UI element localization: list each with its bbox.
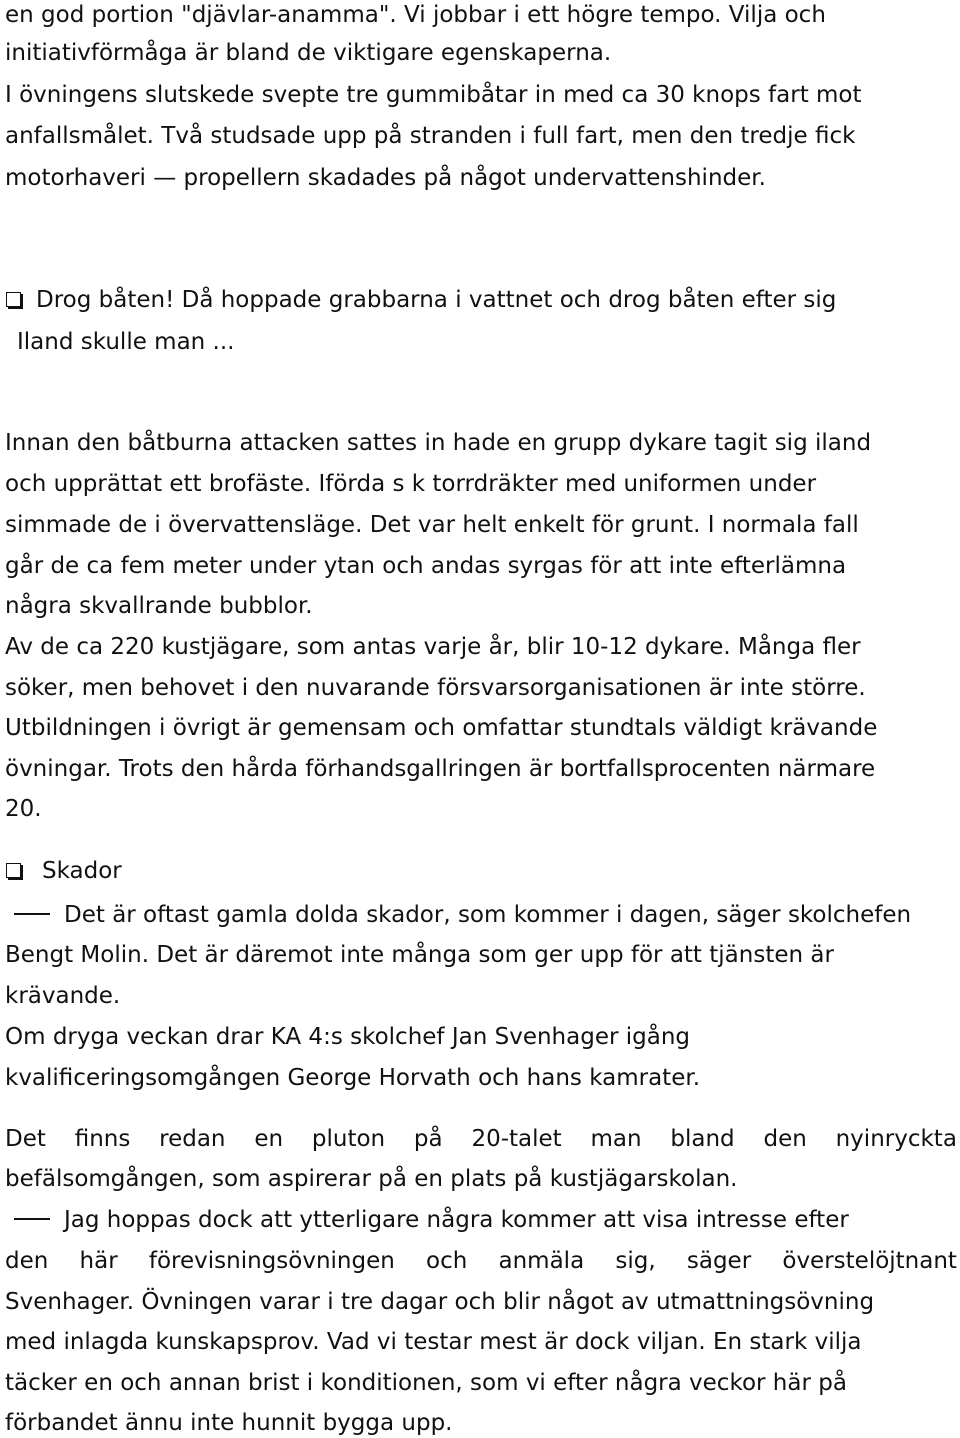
text-line: går de ca fem meter under ytan och andas syrgas för att inte efterlämna <box>5 553 847 579</box>
text-line: söker, men behovet i den nuvarande försvarsorganisationen är inte större. <box>5 675 866 701</box>
quote-text: Jag hoppas dock att ytterligare några kommer att visa intresse efter <box>64 1207 849 1233</box>
word: den <box>763 1126 807 1152</box>
word: redan <box>159 1126 226 1152</box>
word: säger <box>686 1248 752 1274</box>
text-line: Om dryga veckan drar KA 4:s skolchef Jan Svenhager igång <box>5 1024 690 1050</box>
quote-line <box>14 900 911 930</box>
word: överstelöjtnant <box>782 1248 957 1274</box>
word: pluton <box>311 1126 386 1152</box>
text-line: simmade de i övervattensläge. Det var helt enkelt för grunt. I normala fall <box>5 512 859 538</box>
word: förevisningsövningen <box>148 1248 395 1274</box>
text-line: Utbildningen i övrigt är gemensam och omfattar stundtals väldigt krävande <box>5 715 878 741</box>
text-line: initiativförmåga är bland de viktigare egenskaperna. <box>5 40 612 66</box>
bullet-heading: Drog båten! Då hoppade grabbarna i vattnet och drog båten efter sig <box>36 287 837 313</box>
word: och <box>426 1248 468 1274</box>
text-line: Innan den båtburna attacken sattes in hade en grupp dykare tagit sig iland <box>5 430 872 456</box>
text-line: motorhaveri — propellern skadades på något undervattenshinder. <box>5 165 766 191</box>
dash-icon <box>14 1218 50 1220</box>
word: finns <box>74 1126 131 1152</box>
word: här <box>79 1248 118 1274</box>
text-line: med inlagda kunskapsprov. Vad vi testar mest är dock viljan. En stark vilja <box>5 1329 862 1355</box>
text-line: och upprättat ett brofäste. Iförda s k torrdräkter med uniformen under <box>5 471 817 497</box>
justified-line <box>5 1246 957 1276</box>
text-line: förbandet ännu inte hunnit bygga upp. <box>5 1410 453 1436</box>
word: på <box>413 1126 443 1152</box>
text-line: Bengt Molin. Det är däremot inte många som ger upp för att tjänsten är <box>5 942 834 968</box>
text-line: övningar. Trots den hårda förhandsgallringen är bortfallsprocenten närmare <box>5 756 876 782</box>
word: sig, <box>615 1248 656 1274</box>
text-line: Svenhager. Övningen varar i tre dagar och blir något av utmattningsövning <box>5 1289 875 1315</box>
text-line: en god portion "djävlar-anamma". Vi jobbar i ett högre tempo. Vilja och <box>5 2 826 28</box>
checkbox-bullet-icon <box>6 292 21 307</box>
word: den <box>5 1248 49 1274</box>
word: 20-talet <box>471 1126 562 1152</box>
text-line: krävande. <box>5 983 121 1009</box>
text-line: befälsomgången, som aspirerar på en plats på kustjägarskolan. <box>5 1166 738 1192</box>
bullet-heading: Skador <box>42 858 122 884</box>
text-line: 20. <box>5 796 42 822</box>
text-line: Iland skulle man ... <box>17 329 235 355</box>
text-line: några skvallrande bubblor. <box>5 593 313 619</box>
text-line: täcker en och annan brist i konditionen, som vi efter några veckor här på <box>5 1370 847 1396</box>
text-line: I övningens slutskede svepte tre gummibåtar in med ca 30 knops fart mot <box>5 82 862 108</box>
word: bland <box>670 1126 735 1152</box>
word: nyinryckta <box>835 1126 957 1152</box>
word: anmäla <box>498 1248 585 1274</box>
checkbox-bullet-icon <box>6 863 21 878</box>
quote-line <box>14 1205 849 1235</box>
word: man <box>590 1126 642 1152</box>
word: Det <box>5 1126 46 1152</box>
text-line: Av de ca 220 kustjägare, som antas varje år, blir 10-12 dykare. Många fler <box>5 634 861 660</box>
dash-icon <box>14 913 50 915</box>
quote-text: Det är oftast gamla dolda skador, som kommer i dagen, säger skolchefen <box>64 902 912 928</box>
word: en <box>254 1126 284 1152</box>
text-line: anfallsmålet. Två studsade upp på stranden i full fart, men den tredje fick <box>5 123 856 149</box>
text-line: kvalificeringsomgången George Horvath och hans kamrater. <box>5 1065 701 1091</box>
justified-line <box>5 1124 957 1154</box>
